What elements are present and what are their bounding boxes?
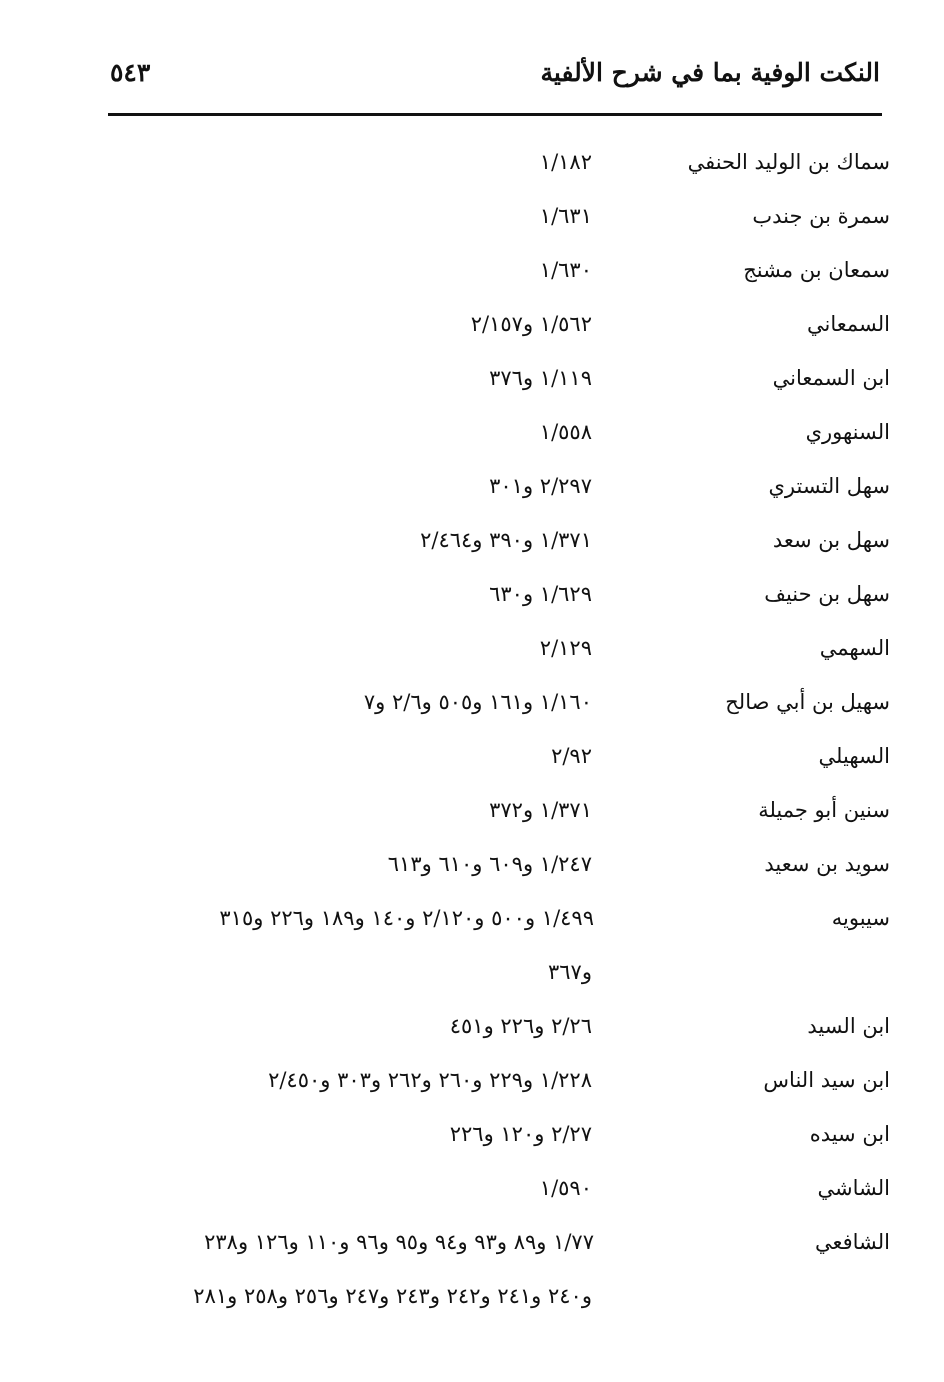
entry-name: ابن سيده [809, 1122, 890, 1146]
book-title: النكت الوفية بما في شرح الألفية [540, 58, 880, 87]
entry-name: السمعاني [807, 312, 890, 336]
entry-refs: ١/٥٩٠ [539, 1176, 592, 1200]
entry-name: الشافعي [814, 1230, 890, 1254]
entry-refs: ١/٦٣١ [539, 204, 592, 228]
entry-name: سهيل بن أبي صالح [725, 690, 890, 714]
entry-name: سيبويه [831, 906, 890, 930]
entry-name: الشاشي [817, 1176, 890, 1200]
entry-name: سهل بن حنيف [764, 582, 890, 606]
entry-name: سنين أبو جميلة [758, 798, 890, 822]
entry-refs: ١/١٦٠ و١٦١ و٥٠٥ و٢/٦ و٧ [363, 690, 592, 714]
entry-refs: ١/٣٧١ و٣٧٢ [489, 798, 592, 822]
entry-refs: ٢/٢٧ و١٢٠ و٢٢٦ [449, 1122, 592, 1146]
entry-refs: ١/١٨٢ [539, 150, 592, 174]
entry-refs-continued: و٢٤٠ و٢٤١ و٢٤٢ و٢٤٣ و٢٤٧ و٢٥٦ و٢٥٨ و٢٨١ [193, 1284, 592, 1308]
entry-name: سهل التستري [768, 474, 890, 498]
entry-refs: ١/٧٧ و٨٩ و٩٣ و٩٤ و٩٥ و٩٦ و١١٠ و١٢٦ و٢٣٨ [204, 1230, 594, 1254]
entry-name: سمعان بن مشنج [743, 258, 890, 282]
entry-refs: ٢/٢٩٧ و٣٠١ [489, 474, 592, 498]
entry-refs: ١/١١٩ و٣٧٦ [489, 366, 592, 390]
entry-refs: ١/٤٩٩ و٥٠٠ و٢/١٢٠ و١٤٠ و١٨٩ و٢٢٦ و٣١٥ [219, 906, 594, 930]
entry-refs: ١/٢٤٧ و٦٠٩ و٦١٠ و٦١٣ [387, 852, 592, 876]
page-number: ٥٤٣ [110, 58, 151, 87]
entry-refs: ٢/١٢٩ [539, 636, 592, 660]
entry-name: ابن سيد الناس [763, 1068, 890, 1092]
entry-refs: ١/٦٣٠ [539, 258, 592, 282]
entry-name: سويد بن سعيد [764, 852, 890, 876]
entry-name: السهيلي [818, 744, 890, 768]
entry-refs: ١/٥٦٢ و٢/١٥٧ [470, 312, 592, 336]
entry-name: السنهوري [805, 420, 890, 444]
entry-refs-continued: و٣٦٧ [548, 960, 592, 984]
entry-name: السهمي [819, 636, 890, 660]
entry-refs: ١/٣٧١ و٣٩٠ و٢/٤٦٤ [420, 528, 592, 552]
entry-refs: ١/٢٢٨ و٢٢٩ و٢٦٠ و٢٦٢ و٣٠٣ و٢/٤٥٠ [268, 1068, 592, 1092]
entry-refs: ٢/٢٦ و٢٢٦ و٤٥١ [449, 1014, 592, 1038]
entry-name: ابن السمعاني [772, 366, 890, 390]
entry-name: سمرة بن جندب [752, 204, 890, 228]
entry-name: سهل بن سعد [772, 528, 890, 552]
entry-name: ابن السيد [807, 1014, 890, 1038]
entry-refs: ١/٥٥٨ [539, 420, 592, 444]
entry-refs: ١/٦٢٩ و٦٣٠ [489, 582, 592, 606]
entry-refs: ٢/٩٢ [551, 744, 592, 768]
entry-name: سماك بن الوليد الحنفي [687, 150, 890, 174]
